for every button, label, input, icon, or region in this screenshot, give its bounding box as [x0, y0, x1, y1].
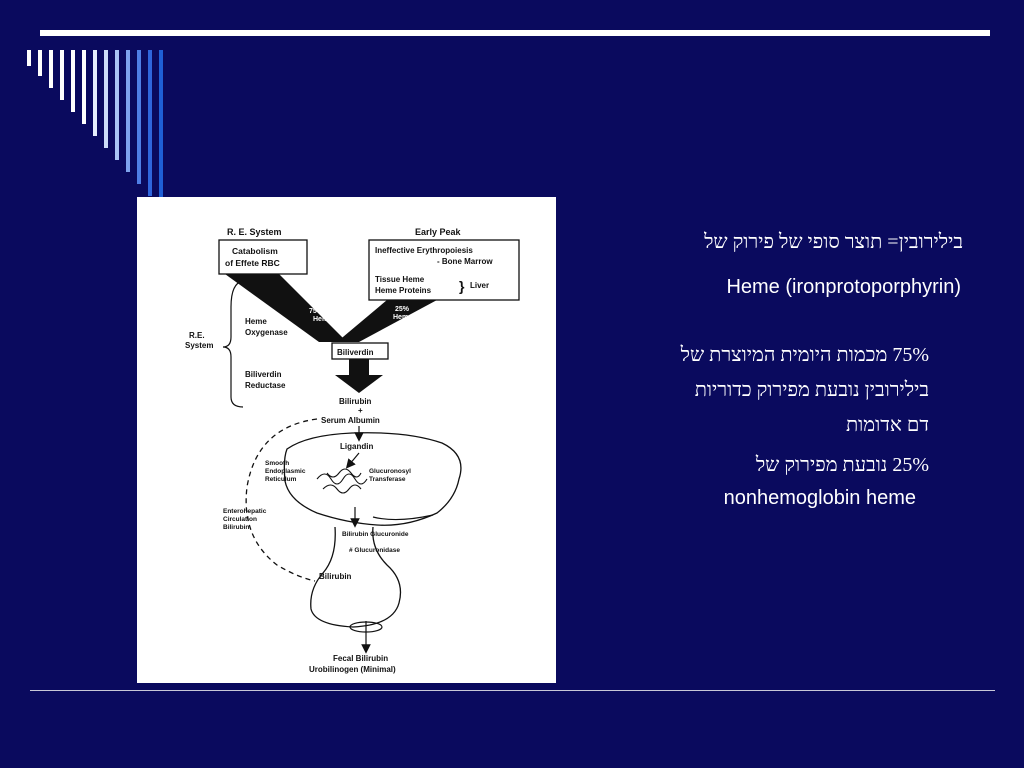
heme-formula-line: Heme (ironprotoporphyrin) [726, 276, 961, 298]
twenty-five-percent-line: 25% נובעת מפירוק של [755, 454, 929, 476]
pct75-heme-label: Heme [313, 316, 333, 323]
bone-marrow-label: - Bone Marrow [437, 257, 493, 266]
stripe [159, 50, 163, 200]
pct25-heme-label: Heme [393, 314, 413, 321]
bottom-divider [30, 690, 995, 691]
enterohepatic-label: Circulation [223, 516, 257, 523]
stripe [115, 50, 119, 160]
enterohepatic-label: Enterohepatic [223, 508, 267, 515]
gut-bilirubin-label: Bilirubin [319, 572, 352, 581]
seventy-five-percent-line: בילירובין נובעת מפירוק כדוריות [694, 379, 929, 401]
stripe [71, 50, 75, 112]
stripe [93, 50, 97, 136]
stripe [148, 50, 152, 196]
biliverdin-label: Biliverdin [337, 348, 374, 357]
early-peak-label: Early Peak [415, 227, 461, 237]
liver-label: Liver [470, 281, 490, 290]
ser-label: Endoplasmic [265, 468, 306, 475]
stripe [126, 50, 130, 172]
catabolism-label: Catabolism [232, 246, 278, 256]
stripe [38, 50, 42, 76]
ligandin-label: Ligandin [340, 442, 374, 451]
re-system-side-label: System [185, 341, 214, 350]
re-system-brace [223, 281, 243, 407]
smooth-er-squiggle [317, 469, 367, 493]
enterohepatic-dashed-loop [246, 419, 317, 581]
stripe [27, 50, 31, 66]
pct75-label: 75% [309, 308, 324, 315]
bilirubin-glucuronide-label: Bilirubin Glucuronide [342, 531, 409, 538]
ligandin-arrow [349, 453, 359, 465]
tissue-heme-label: Tissue Heme [375, 275, 425, 284]
glucuronosyl-transferase-label: Transferase [369, 476, 406, 483]
urobilinogen-label: Urobilinogen (Minimal) [309, 665, 396, 674]
biliverdin-reductase-label: Biliverdin [245, 370, 282, 379]
seventy-five-percent-line: דם אדומות [845, 414, 929, 436]
brace-glyph: } [459, 278, 465, 294]
biliverdin-reductase-label: Reductase [245, 381, 286, 390]
stripe [82, 50, 86, 124]
stripe [60, 50, 64, 100]
bilirubin-label: Bilirubin [339, 397, 372, 406]
plus-label: + [358, 406, 363, 415]
stripe [49, 50, 53, 88]
ineffective-erythropoiesis-label: Ineffective Erythropoiesis [375, 246, 473, 255]
fecal-bilirubin-label: Fecal Bilirubin [333, 654, 389, 663]
re-system-side-label: R.E. [189, 331, 205, 340]
heme-oxygenase-label: Oxygenase [245, 328, 288, 337]
glucuronosyl-transferase-label: Glucuronosyl [369, 468, 411, 475]
serum-albumin-label: Serum Albumin [321, 416, 380, 425]
stripe [137, 50, 141, 184]
pct25-label: 25% [395, 306, 410, 313]
catabolism-label: of Effete RBC [225, 258, 280, 268]
ser-label: Smooth [265, 460, 290, 467]
enterohepatic-label: Bilirubin [223, 524, 250, 531]
heme-oxygenase-label: Heme [245, 317, 267, 326]
biliverdin-down-arrow [335, 359, 383, 393]
seventy-five-percent-line: 75% מכמות היומית המיוצרת של [680, 344, 929, 366]
glucuronidase-label: # Glucuronidase [349, 547, 400, 554]
heme-definition-line: בילירובין= תוצר סופי של פירוק של [704, 231, 963, 253]
re-system-label: R. E. System [227, 227, 282, 237]
stripe [104, 50, 108, 148]
heme-proteins-label: Heme Proteins [375, 286, 432, 295]
right-v-arrow [337, 300, 437, 342]
ser-label: Reticulum [265, 476, 297, 483]
nonhemoglobin-line: nonhemoglobin heme [723, 487, 916, 509]
top-divider [40, 30, 990, 36]
bilirubin-metabolism-diagram [137, 197, 556, 683]
